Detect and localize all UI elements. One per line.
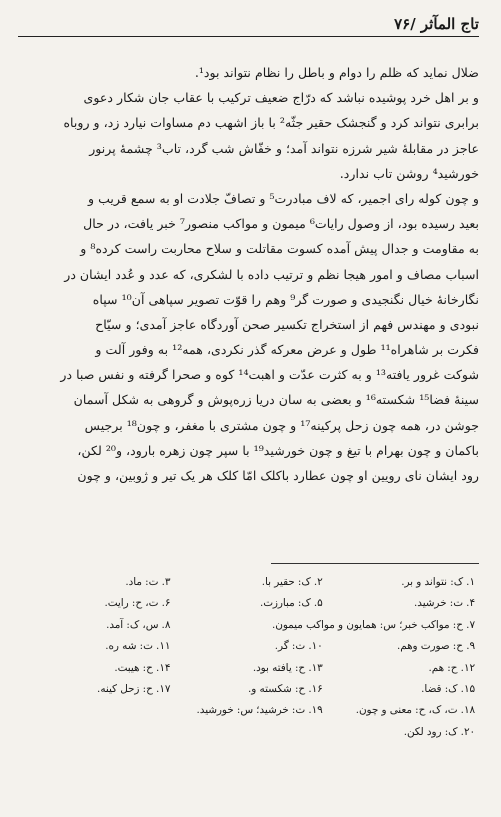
- text-line: رود ایشان نای رویین او چون عطارد باکلک امّا کلک هر یک تیر و ژوبین، و چون: [77, 468, 479, 483]
- text-line: و بر اهل خرد پوشیده نباشد که درّاج ضعیف ترکیب با عقاب جان شکار دعوی: [83, 90, 479, 106]
- footnote: ۵. ک: مبارزت.: [259, 597, 323, 610]
- footnote: ۲. ک: حقیر با.: [261, 576, 323, 588]
- footnote: ۲۰. ک: رود لکن.: [403, 725, 475, 738]
- footnote: ۱۷. ح: زحل کینه.: [97, 682, 171, 695]
- text-line: اسباب مصاف و امور هیجا نظم و ترتیب داده با لشکری، که عدد و عُدد ایشان در: [64, 266, 479, 282]
- footnote: ۱۳. ح: یافته بود.: [252, 661, 323, 674]
- text-line: عاجز در مقابلهٔ شیر شرزه نتواند آمد؛ و خفّاش شب گرد، تاب³ چشمهٔ پرنور: [89, 140, 479, 156]
- text-line: شوکت غرور یافته¹³ و به کثرت عدّت و اهبت¹⁴ کوه و صحرا گرفته و نفس صبا در: [60, 367, 479, 383]
- footnote: ۱۴. ح: هیبت.: [114, 661, 171, 674]
- footnote-row: [22, 679, 479, 700]
- footnote: ۱۲. ح: هم.: [428, 661, 475, 674]
- footnote: ۱۶. ح: شکسته و.: [248, 682, 323, 695]
- footnote: ۸. س، ک: آمد.: [106, 618, 171, 631]
- text-line: سینهٔ فضا¹⁵ شکسته¹⁶ و بعضی به سان دریا زره‌پوش و گروهی به شکل آسمان: [73, 392, 479, 408]
- footnote: ۴. ت: خرشید.: [414, 597, 475, 610]
- footnote: ۱۰. ت: گر.: [274, 640, 323, 653]
- footnote: ۳. ت: ماد.: [125, 576, 171, 588]
- footnote: ۹. ح: صورت وهم.: [397, 640, 475, 653]
- footnote-row: [22, 593, 479, 614]
- text-line: فکرت بر شاهراه¹¹ طول و عرض معرکه گذر نکردی، همه¹² به وفور آلت و: [95, 342, 479, 358]
- footnote-row: [22, 722, 479, 743]
- text-line: ضلال نماید که ظلم را دوام و باطل را نظام نتواند بود¹.: [194, 65, 479, 80]
- text-line: و چون کوله رای اجمیر، که لاف مبادرت⁵ و تصافّ جلادت او به سمع قریب و: [87, 190, 479, 206]
- footnote: ۶. ت، ح: رایت.: [104, 597, 171, 610]
- footnote: ۱۵. ک: قضا.: [421, 682, 475, 695]
- text-line: خورشید⁴ روشن تاب ندارد.: [339, 165, 479, 181]
- running-header: [18, 14, 479, 37]
- footnote-row: [22, 658, 479, 679]
- footnotes: [22, 572, 479, 743]
- text-line: جوشن در، همه چون زحل پرکینه¹⁷ و چون مشتری با مغفر، و چون¹⁸ برجیس: [84, 417, 479, 433]
- footnote: ۱۹. ت: خرشید؛ س: خورشید.: [196, 704, 323, 717]
- footnote: ۷. ح: مواکب خبر؛ س: همایون و مواکب میمون.: [272, 618, 475, 631]
- text-line: باکمان و چون بهرام با تیغ و چون خورشید¹⁹ با سپر چون زهره بارود، و²⁰ لکن،: [77, 442, 479, 458]
- main-text: [22, 60, 479, 488]
- text-line: نگارخانهٔ خیال نگنجیدی و صورت گر⁹ وهم را قوّت تصویر سپاهی آن¹⁰ سپاه: [92, 291, 479, 307]
- text-line: بعید رسیده بود، از وصول رایات⁶ میمون و مواکب منصور⁷ خبر یافت، در حال: [83, 216, 479, 232]
- footnote-row: [22, 700, 479, 721]
- footnote: ۱۱. ت: شه ره.: [105, 640, 171, 653]
- footnote-divider: [271, 563, 479, 564]
- footnote: ۱۸. ت، ک، ح: معنی و چون.: [355, 704, 475, 717]
- text-line: نبودی و مهندس فهم از استخراج تکسیر صحن آوردگاه عاجز آمدی؛ و سیّاح: [95, 316, 479, 332]
- footnote-row: [22, 615, 479, 636]
- text-line: برابری نتواند کرد و گنجشک حقیر جثّه² با باز اشهب دم مساوات نیارد زد، و روباه: [63, 115, 479, 131]
- footnote-row: [22, 572, 479, 593]
- page-title: تاج المآثر /۷۶: [394, 15, 479, 33]
- footnote: ۱. ک: نتواند و بر.: [401, 576, 475, 588]
- text-line: به مقاومت و جدال پیش آمده کسوت مقاتلت و سلاح محاربت راست کرده⁸ و: [80, 241, 479, 257]
- footnote-row: [22, 636, 479, 657]
